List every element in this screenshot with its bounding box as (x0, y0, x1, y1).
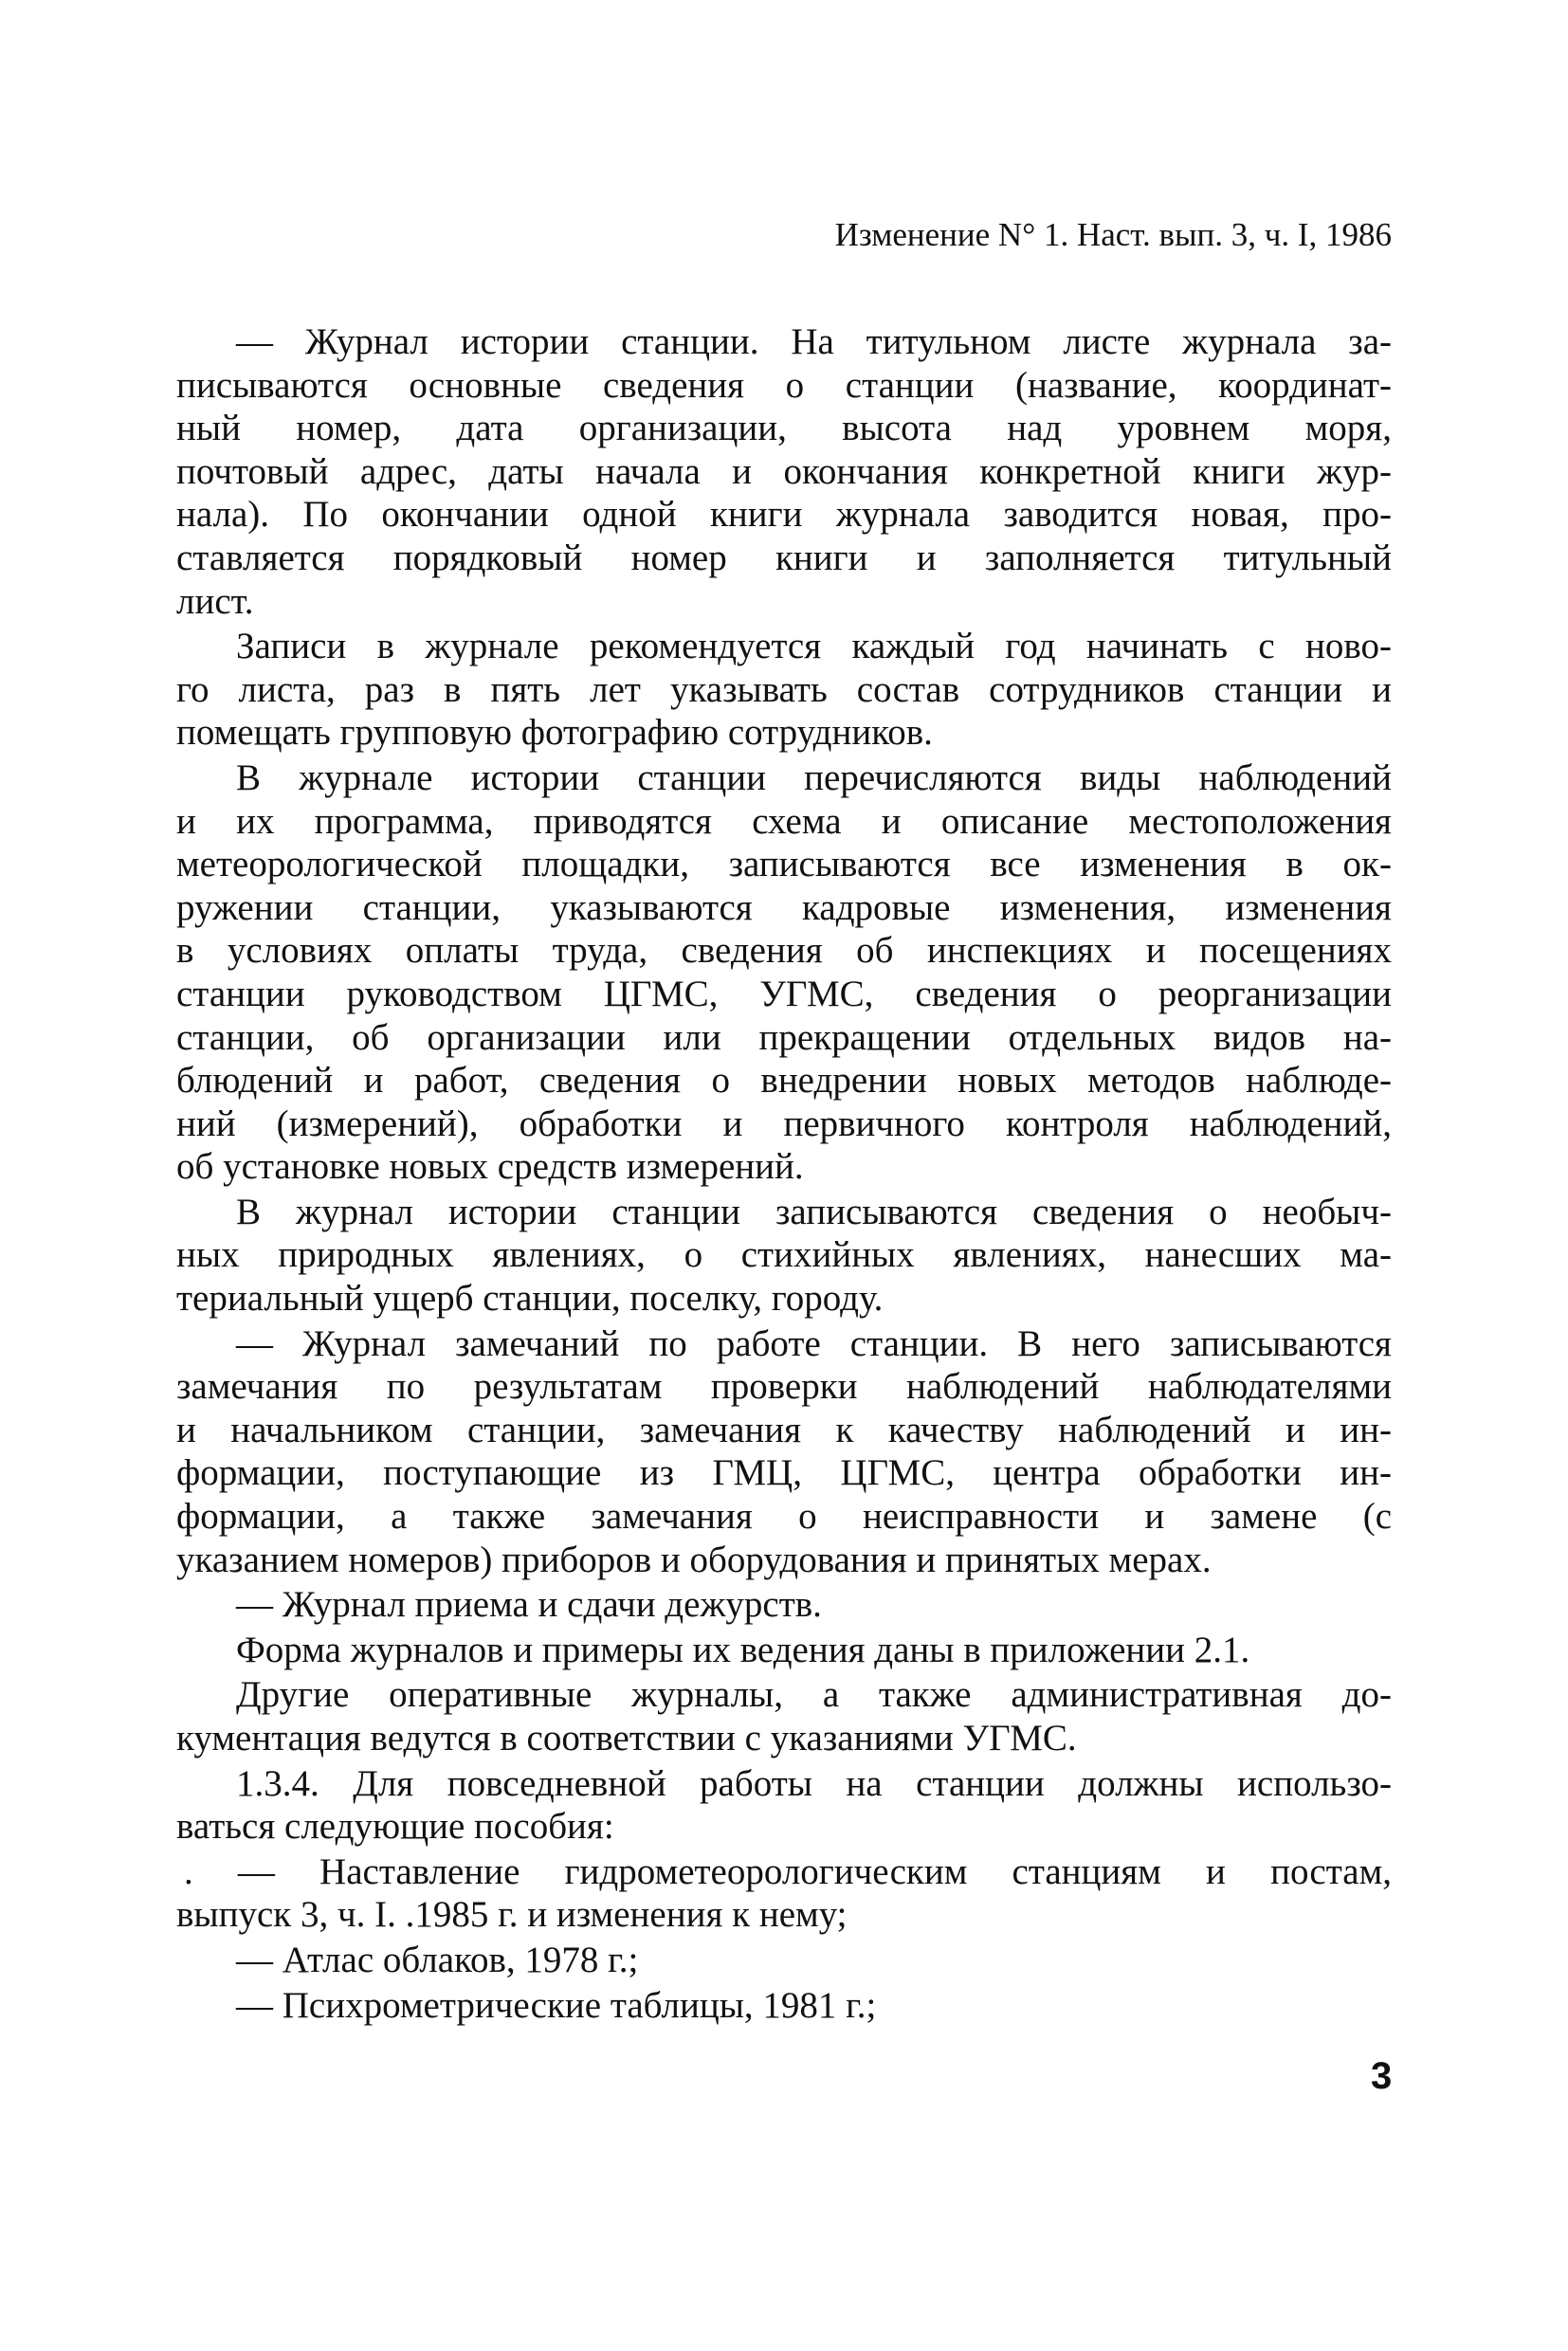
text-line: В журнале истории станции перечисляются виды наблюдений (236, 756, 1392, 798)
paragraph (176, 1850, 1392, 1937)
text-line: Форма журналов и примеры их ведения даны в приложении 2.1. (236, 1629, 1250, 1670)
text-line: — Журнал приема и сдачи дежурств. (236, 1584, 822, 1626)
text-line: — Атлас облаков, 1978 г.; (236, 1939, 639, 1980)
page-number: 3 (1371, 2055, 1393, 2097)
text-line: Записи в журнале рекомендуется каждый год начинать с ново- (236, 626, 1392, 667)
text-line: почтовый адрес, даты начала и окончания конкретной книги жур- (176, 450, 1392, 492)
text-line: блюдений и работ, сведения о внедрении новых методов наблюде- (176, 1060, 1392, 1102)
text-line: станции, об организации или прекращении отдельных видов на- (176, 1016, 1392, 1058)
text-line: В журнал истории станции записываются сведения о необыч- (236, 1191, 1392, 1232)
text-line: — Журнал истории станции. На титульном листе журнала за- (236, 321, 1392, 362)
text-line: — Психрометрические таблицы, 1981 г.; (236, 1984, 877, 2026)
text-line: . — Наставление гидрометеорологическим станциям и постам, (184, 1850, 1392, 1892)
text-line: станции руководством ЦГМС, УГМС, сведения о реорганизации (176, 973, 1392, 1014)
paragraph (176, 1191, 1392, 1321)
paragraph (176, 1629, 1392, 1672)
text-line: го листа, раз в пять лет указывать состав сотрудников станции и (176, 668, 1392, 710)
text-line: ставляется порядковый номер книги и заполняется титульный (176, 537, 1392, 578)
paragraph (176, 1939, 1392, 1982)
text-line: ный номер, дата организации, высота над уровнем моря, (176, 408, 1392, 449)
text-line: помещать групповую фотографию сотрудников. (176, 712, 933, 754)
paragraph (176, 320, 1392, 623)
text-line: нала). По окончании одной книги журнала заводится новая, про- (176, 494, 1392, 536)
text-line: — Журнал замечаний по работе станции. В него записываются (236, 1322, 1392, 1364)
text-line: ных природных явлениях, о стихийных явлениях, нанесших ма- (176, 1234, 1392, 1276)
text-line: формации, а также замечания о неисправности и замене (с (176, 1496, 1392, 1538)
text-line: и их программа, приводятся схема и описание местоположения (176, 800, 1392, 842)
paragraph (176, 1583, 1392, 1627)
text-line: териальный ущерб станции, поселку, городу. (176, 1278, 884, 1320)
running-header: Изменение N° 1. Наст. вып. 3, ч. I, 1986 (834, 216, 1392, 253)
text-line: кументация ведутся в соответствии с указаниями УГМС. (176, 1718, 1077, 1759)
paragraph (176, 1322, 1392, 1582)
text-line: формации, поступающие из ГМЦ, ЦГМС, центра обработки ин- (176, 1452, 1392, 1494)
text-line: писываются основные сведения о станции (название, координат- (176, 364, 1392, 406)
paragraph (176, 1984, 1392, 2028)
text-line: замечания по результатам проверки наблюдений наблюдателями (176, 1366, 1392, 1408)
text-line: Другие оперативные журналы, а также административная до- (236, 1674, 1392, 1716)
text-line: выпуск 3, ч. I. .1985 г. и изменения к нему; (176, 1894, 848, 1936)
text-line: метеорологической площадки, записываются все изменения в ок- (176, 844, 1392, 885)
text-line: в условиях оплаты труда, сведения об инспекциях и посещениях (176, 930, 1392, 972)
paragraph (176, 1673, 1392, 1759)
text-line: ружении станции, указываются кадровые изменения, изменения (176, 886, 1392, 928)
text-line: и начальником станции, замечания к качеству наблюдений и ин- (176, 1409, 1392, 1450)
text-line: лист. (176, 580, 254, 622)
text-line: об установке новых средств измерений. (176, 1146, 804, 1188)
text-line: ваться следующие пособия: (176, 1806, 614, 1848)
paragraph (176, 625, 1392, 755)
text-line: указанием номеров) приборов и оборудования и принятых мерах. (176, 1539, 1212, 1580)
paragraph (176, 1762, 1392, 1849)
text-line: 1.3.4. Для повседневной работы на станции должны использо- (236, 1762, 1392, 1804)
paragraph (176, 756, 1392, 1189)
document-body (176, 319, 1392, 2027)
text-line: ний (измерений), обработки и первичного контроля наблюдений, (176, 1103, 1392, 1144)
